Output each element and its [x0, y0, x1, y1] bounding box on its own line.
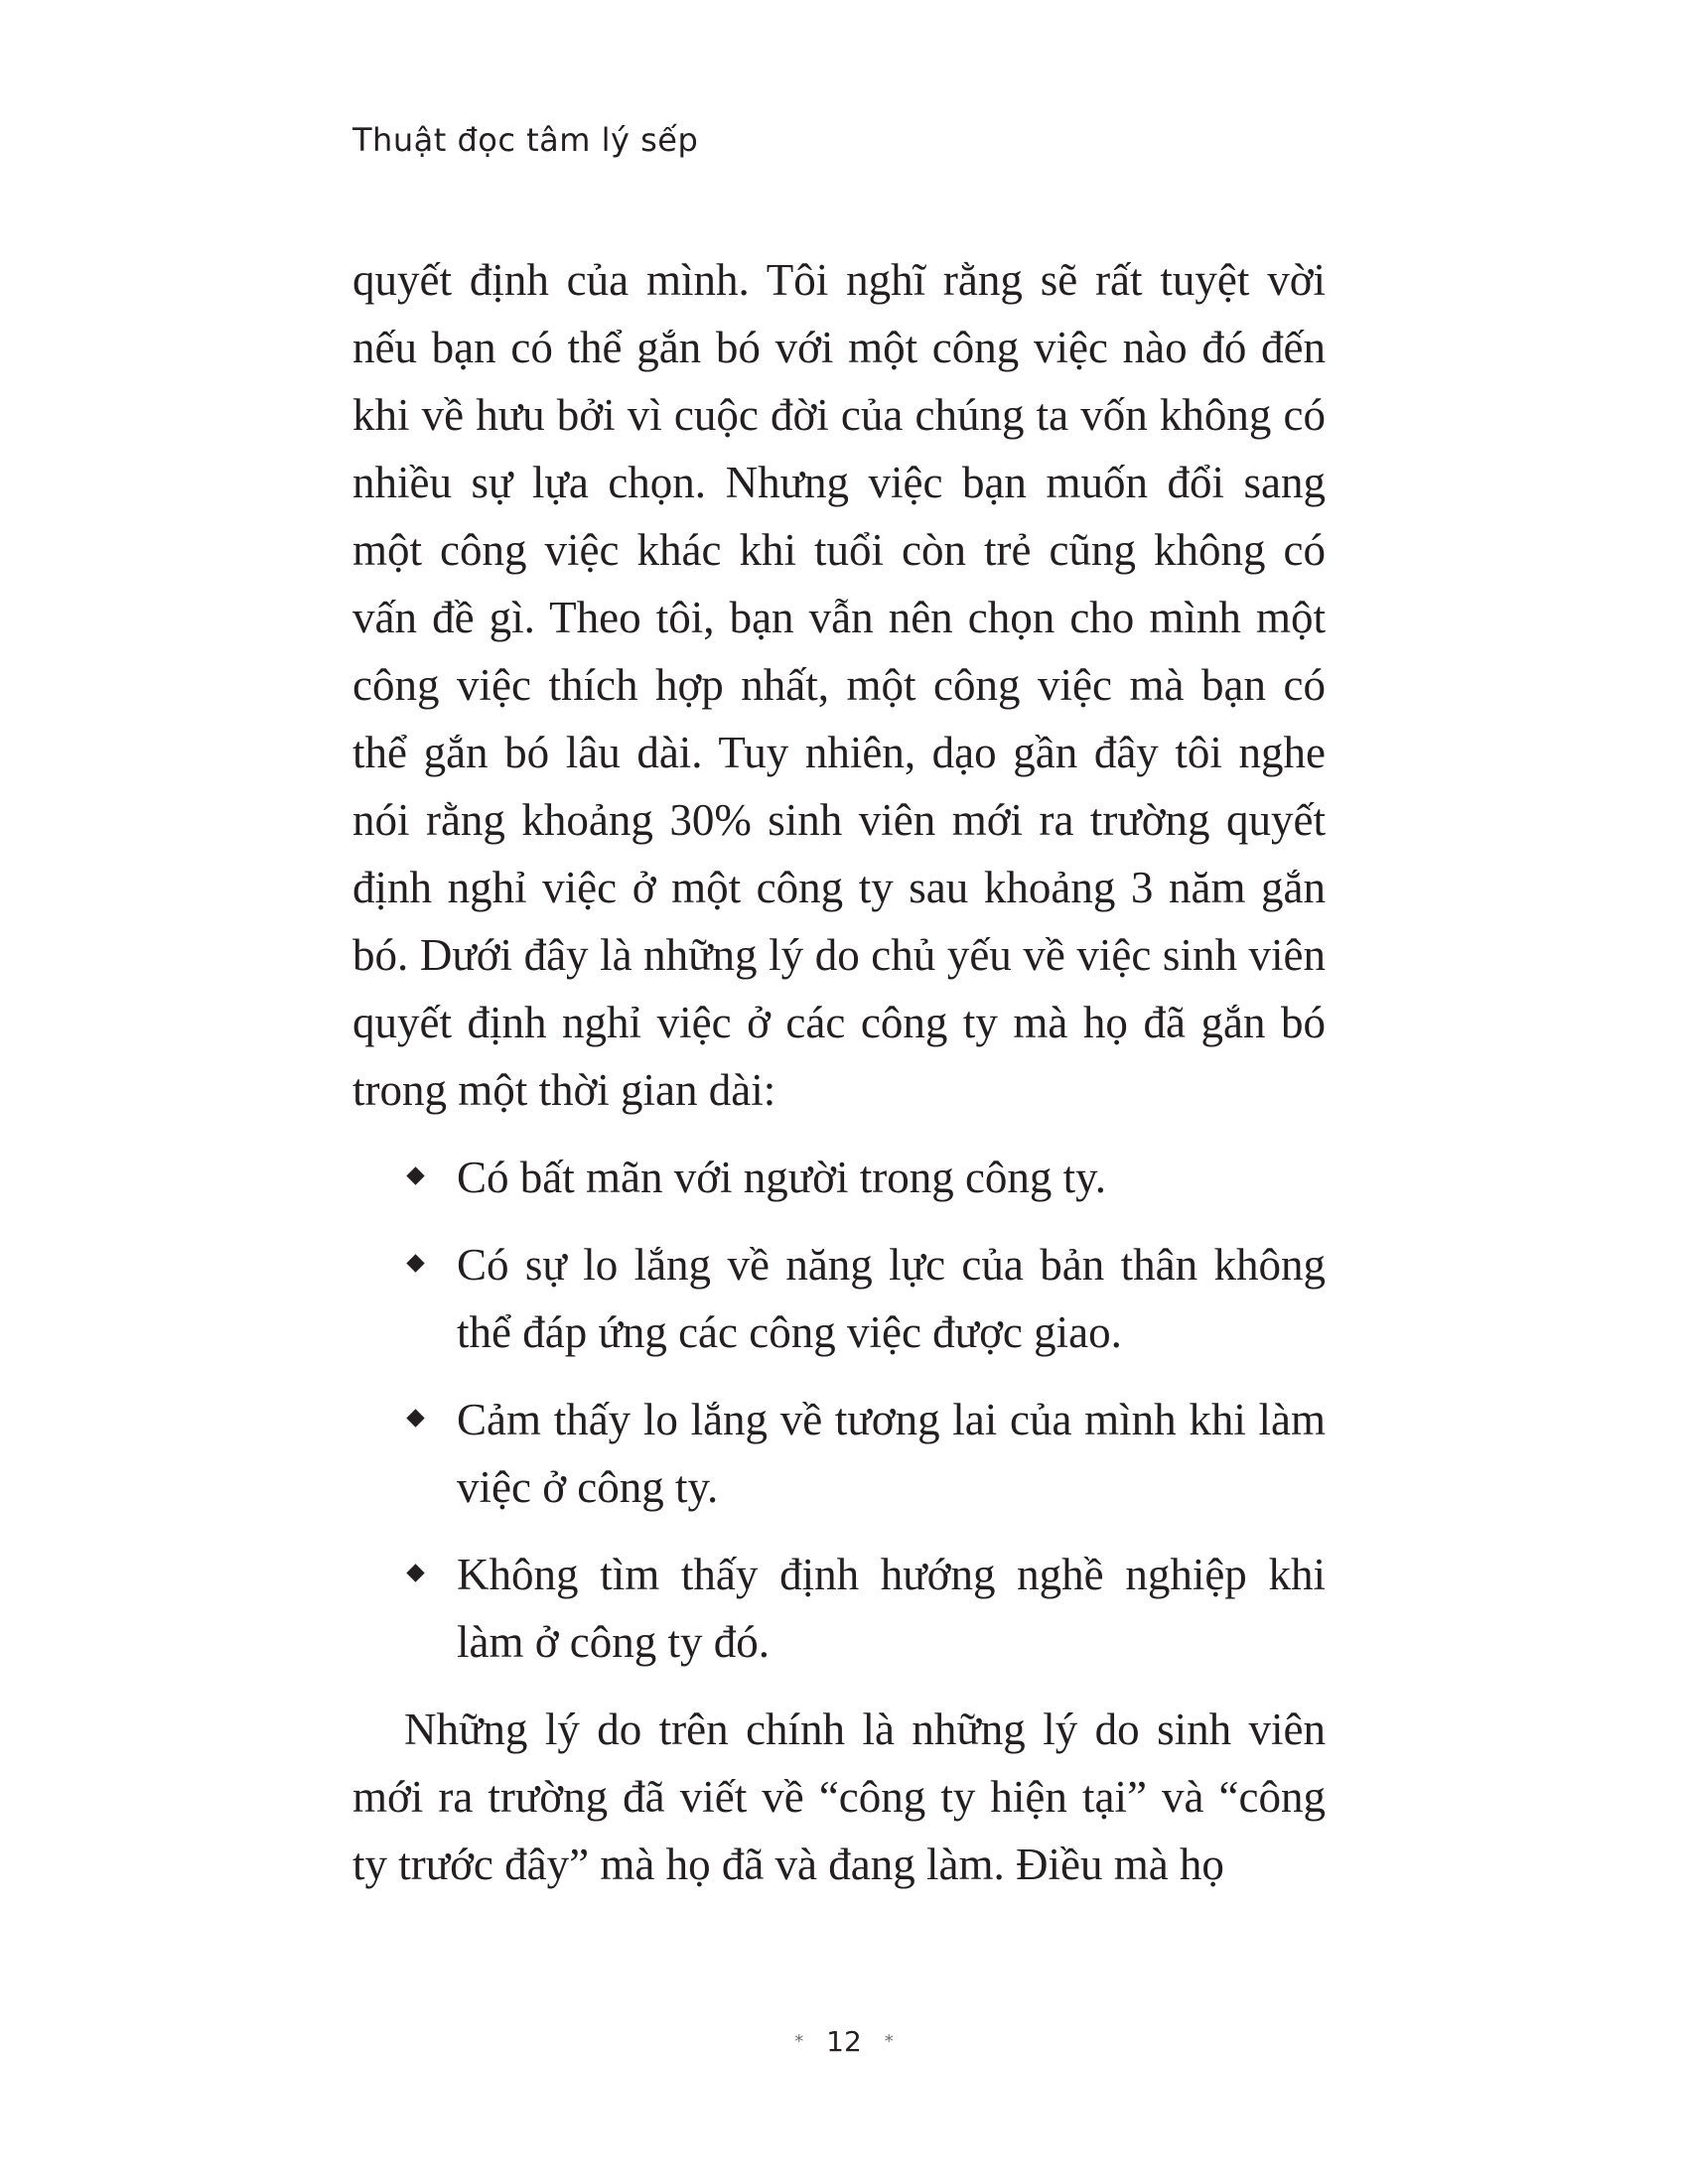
closing-paragraph: Những lý do trên chính là những lý do sinh viên mới ra trường đã viết về “công ty hiện tại” và “công ty trước đây” mà họ đã và đang làm. Điều mà họ — [352, 1705, 1326, 1889]
list-item — [352, 1386, 1326, 1521]
list-item-text: Có sự lo lắng về năng lực của bản thân không thể đáp ứng các công việc được giao. — [457, 1240, 1326, 1357]
star-ornament-icon: * — [794, 2031, 804, 2052]
page-footer — [0, 2025, 1688, 2058]
reasons-list — [352, 1144, 1326, 1676]
running-header: Thuật đọc tâm lý sếp — [352, 121, 699, 159]
list-item — [352, 1144, 1326, 1211]
star-ornament-icon: * — [884, 2031, 894, 2052]
list-item-text: Không tìm thấy định hướng nghề nghiệp khi làm ở công ty đó. — [457, 1550, 1326, 1667]
intro-paragraph: quyết định của mình. Tôi nghĩ rằng sẽ rất tuyệt vời nếu bạn có thể gắn bó với một công việc nào đó đến khi về hưu bởi vì cuộc đời của chúng ta vốn không có nhiều sự lựa chọn. Nhưng việc bạn muốn đổi sang một công việc khác khi tuổi còn trẻ cũng không có vấn đề gì. Theo tôi, bạn vẫn nên chọn cho mình một công việc thích hợp nhất, một công việc mà bạn có thể gắn bó lâu dài. Tuy nhiên, dạo gần đây tôi nghe nói rằng khoảng 30% sinh viên mới ra trường quyết định nghỉ việc ở một công ty sau khoảng 3 năm gắn bó. Dưới đây là những lý do chủ yếu về việc sinh viên quyết định nghỉ việc ở các công ty mà họ đã gắn bó trong một thời gian dài: — [352, 255, 1326, 1115]
list-item-text: Cảm thấy lo lắng về tương lai của mình khi làm việc ở công ty. — [457, 1395, 1326, 1512]
diamond-bullet-icon — [406, 1166, 424, 1184]
list-item — [352, 1541, 1326, 1676]
list-item — [352, 1231, 1326, 1366]
diamond-bullet-icon — [406, 1254, 424, 1272]
body-text — [352, 246, 1326, 1898]
page-number: 12 — [826, 2025, 862, 2058]
diamond-bullet-icon — [406, 1409, 424, 1427]
diamond-bullet-icon — [406, 1564, 424, 1581]
list-item-text: Có bất mãn với người trong công ty. — [457, 1153, 1106, 1202]
